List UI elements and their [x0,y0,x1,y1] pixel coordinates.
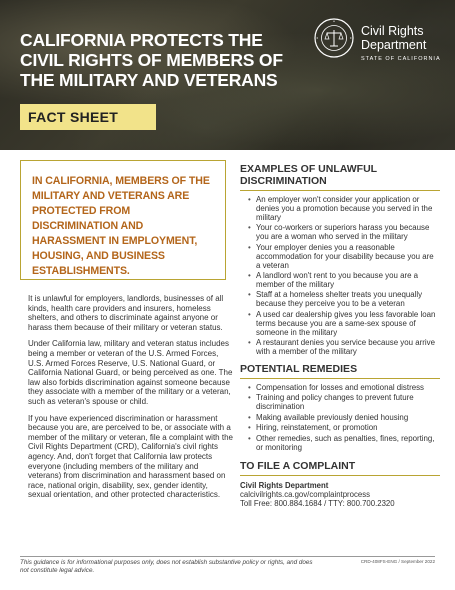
callout-box [20,160,226,280]
body-paragraph-1: It is unlawful for employers, landlords, businesses of all kinds, health care providers and insurers, homeless shelters, and others to discriminate against anyone or harass them because of their military or veteran status. [28,294,224,332]
remedies-divider [240,378,440,379]
list-item: • Your co-workers or superiors harass you because you are a woman who served in the military [248,224,440,242]
footer-divider [20,556,435,557]
complaint-agency: Civil Rights Department [240,480,329,490]
list-item: • Hiring, reinstatement, or promotion [248,424,440,433]
right-column [240,163,440,508]
list-item: • Your employer denies you a reasonable accommodation for your disability because you are a veteran [248,244,440,271]
body-paragraph-2: Under California law, military and veteran status includes being a member or veteran of the U.S. Armed Forces, U.S. Armed Forces Reserve, U.S. National Guard, or California National Guard, or being perceived as one. The law also forbids discrimination against someone because they associate with a member of the military or a veteran, such as veteran's spouse or child. [28,339,233,406]
list-item: • A restaurant denies you service because you arrive with a member of the military [248,339,440,357]
department-line-1: Civil Rights [361,24,424,38]
complaint-phones: Toll Free: 800.884.1684 / TTY: 800.700.2320 [240,498,395,508]
document-code: CRD-408FS-ENG / September 2022 [360,559,435,564]
list-item: • Other remedies, such as penalties, fines, reporting, or monitoring [248,435,440,453]
examples-list [240,196,440,357]
fact-sheet-band [20,104,156,130]
list-item: • Training and policy changes to prevent future discrimination [248,394,440,412]
department-line-2: Department [361,38,427,52]
title-line-2: CIVIL RIGHTS OF MEMBERS OF [20,50,283,70]
list-item: • Staff at a homeless shelter treats you unequally because they perceive you to be a veteran [248,291,440,309]
examples-heading: EXAMPLES OF UNLAWFUL DISCRIMINATION [240,163,377,187]
body-text [28,294,233,507]
callout-text: IN CALIFORNIA, MEMBERS OF THE MILITARY AND VETERANS ARE PROTECTED FROM DISCRIMINATION AND HARASSMENT IN EMPLOYMENT, HOUSING, AND BUSINESS ESTABLISHMENTS. [32,175,210,277]
complaint-divider [240,475,440,476]
list-item: • An employer won't consider your application or denies you a promotion because you served in the military [248,196,440,223]
state-label: STATE OF CALIFORNIA [361,56,441,62]
list-item: • Compensation for losses and emotional distress [248,384,440,393]
list-item: • Making available previously denied housing [248,414,440,423]
fact-sheet-label: FACT SHEET [28,109,119,125]
complaint-url-link[interactable]: calcivilrights.ca.gov/complaintprocess [240,489,371,499]
title-line-3: THE MILITARY AND VETERANS [20,70,278,90]
body-paragraph-3: If you have experienced discrimination or harassment because you are, are perceived to be, or associate with a member of the military or veteran, file a complaint with the Civil Rights Department (CRD), California's civil rights agency. And, don't forget that California law protects everyone (including members of the military and veterans) from discrimination and harassment based on race, national origin, disability, sex, gender identity, sexual orientation, and other protected characteristics. [28,413,233,500]
remedies-list [240,384,440,453]
remedies-heading: POTENTIAL REMEDIES [240,362,358,375]
examples-divider [240,190,440,191]
title-line-1: CALIFORNIA PROTECTS THE [20,30,263,50]
page-title [20,30,320,90]
list-item: • A used car dealership gives you less favorable loan terms because you are a same-sex spouse of someone in the military [248,311,440,338]
header-banner [0,0,455,150]
department-seal-icon [314,18,354,58]
department-name [361,24,441,63]
complaint-heading: TO FILE A COMPLAINT [240,459,356,472]
footer-disclaimer: This guidance is for informational purposes only, does not establish substantive policy or rights, and does not constitute legal advice. [20,559,313,574]
list-item: • A landlord won't rent to you because you are a member of the military [248,272,440,290]
